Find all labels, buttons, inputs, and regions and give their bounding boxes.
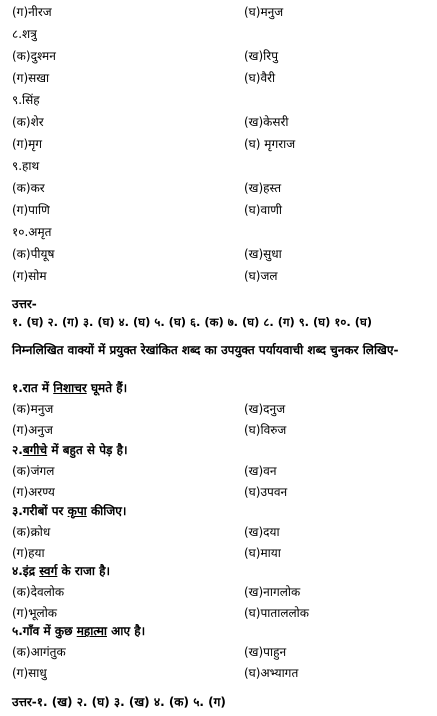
q5-opt-a: (क)आगंतुक <box>12 645 66 659</box>
s1-row-12-a: (ग)सोम <box>12 269 47 283</box>
s1-answer-line: १. (घ) २. (ग) ३. (घ) ४. (घ) ५. (घ) ६. (क) ७. (घ) ८. (ग) ९. (घ) १०. (घ) <box>12 315 373 329</box>
q5-pre: ५.गाँव में कुछ <box>12 624 77 638</box>
q1-opt-c: (ग)अनुज <box>12 423 53 437</box>
s1-row-2-b: (ख)रिपु <box>244 49 279 63</box>
q2-pre: २. <box>12 443 23 457</box>
s1-row-9-a: (ग)पाणि <box>12 203 50 217</box>
s1-row-3-b: (घ)वैरी <box>244 71 276 85</box>
q4-post: के राजा है। <box>57 564 111 578</box>
q2-underlined-word: बगीचे <box>22 443 48 457</box>
q5-underlined-word: महात्मा <box>76 624 107 638</box>
q4-opt-a: (क)देवलोक <box>12 585 65 599</box>
s2-question-5 <box>12 623 145 639</box>
q2-opt-a: (क)जंगल <box>12 464 55 478</box>
s1-row-12-b: (घ)जल <box>244 269 278 283</box>
s2-question-1 <box>12 380 127 396</box>
q2-post: में बहुत से पेड़ है। <box>47 443 128 457</box>
q3-underlined-word: कृपा <box>67 504 87 518</box>
s1-row-1-a: ८.शत्रु <box>12 27 37 41</box>
q4-opt-c: (ग)भूलोक <box>12 606 58 620</box>
q5-opt-d: (घ)अभ्यागत <box>244 666 299 680</box>
s2-question-3 <box>12 503 126 519</box>
q3-pre: ३.गरीबों पर <box>12 504 68 518</box>
s1-row-2-a: (क)दुश्मन <box>12 49 56 63</box>
s1-row-10-a: १०.अमृत <box>12 225 52 239</box>
s2-instruction: निम्नलिखित वाक्यों में प्रयुक्त रेखांकित शब्द का उपयुक्त पर्यायवाची शब्द चुनकर लिखिए- <box>12 343 399 357</box>
s1-row-6-b: (घ) मृगराज <box>244 137 296 151</box>
q5-opt-b: (ख)पाहुन <box>244 645 287 659</box>
s2-question-4 <box>12 563 110 579</box>
s1-row-3-a: (ग)सखा <box>12 71 50 85</box>
q1-post: घूमते हैं। <box>86 381 128 395</box>
q1-opt-a: (क)मनुज <box>12 402 54 416</box>
q1-pre: १.रात में <box>12 381 54 395</box>
q4-opt-b: (ख)नागलोक <box>244 585 301 599</box>
s1-row-8-a: (क)कर <box>12 181 45 195</box>
s1-row-0-a: (ग)नीरज <box>12 5 52 19</box>
s1-row-9-b: (घ)वाणी <box>244 203 283 217</box>
q3-opt-a: (क)क्रोध <box>12 525 51 539</box>
q3-opt-b: (ख)दया <box>244 525 280 539</box>
s1-row-6-a: (ग)मृग <box>12 137 43 151</box>
q5-opt-c: (ग)साधु <box>12 666 47 680</box>
s2-question-2 <box>12 442 128 458</box>
s1-row-8-b: (ख)हस्त <box>244 181 282 195</box>
q3-opt-d: (घ)माया <box>244 546 281 560</box>
s1-row-0-b: (घ)मनुज <box>244 5 284 19</box>
q1-opt-d: (घ)विरुज <box>244 423 287 437</box>
q3-opt-c: (ग)हया <box>12 546 45 560</box>
q4-pre: ४.इंद्र <box>12 564 40 578</box>
q5-post: आए है। <box>107 624 146 638</box>
q4-opt-d: (घ)पाताललोक <box>244 606 309 620</box>
q4-underlined-word: स्वर्ग <box>39 564 58 578</box>
q2-opt-c: (ग)अरण्य <box>12 485 55 499</box>
q2-opt-b: (ख)वन <box>244 464 277 478</box>
s1-answer-label: उत्तर- <box>12 297 37 311</box>
s2-answer-line: उत्तर-१. (ख) २. (घ) ३. (ख) ४. (क) ५. (ग) <box>12 695 226 709</box>
s1-row-11-b: (ख)सुधा <box>244 247 282 261</box>
s1-row-5-b: (ख)केसरी <box>244 115 289 129</box>
q2-opt-d: (घ)उपवन <box>244 485 288 499</box>
q1-underlined-word: निशाचर <box>53 381 87 395</box>
s1-row-5-a: (क)शेर <box>12 115 44 129</box>
q1-opt-b: (ख)दनुज <box>244 402 286 416</box>
s1-row-7-a: ९.हाथ <box>12 159 40 173</box>
s1-row-11-a: (क)पीयूष <box>12 247 55 261</box>
s1-row-4-a: ९.सिंह <box>12 93 40 107</box>
q3-post: कीजिए। <box>86 504 127 518</box>
